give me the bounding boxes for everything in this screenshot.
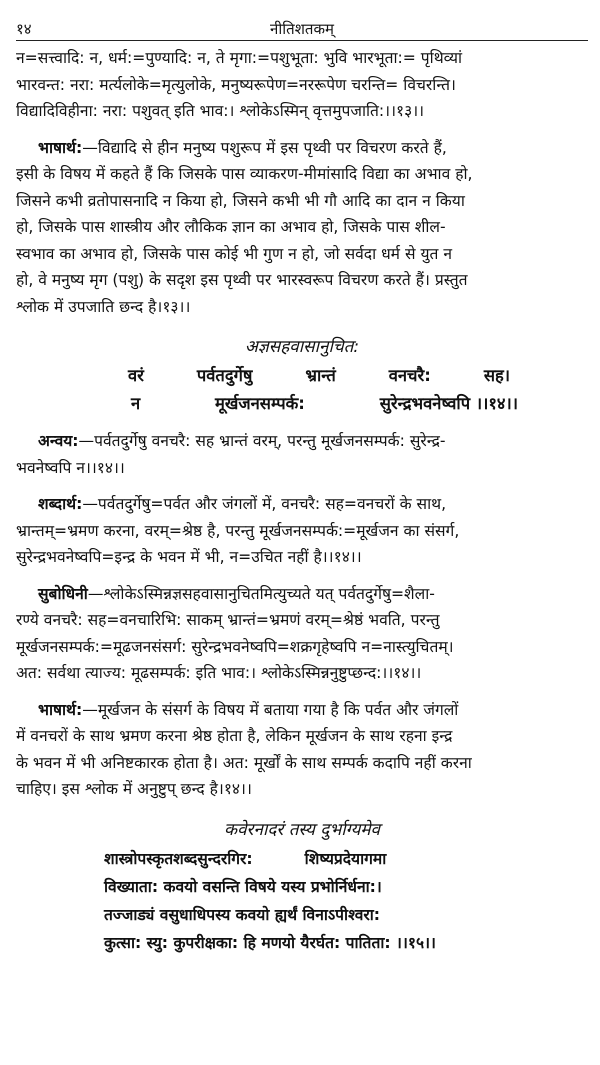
- verse-line: कुत्सा: स्यु: कुपरीक्षका: हि मणयो यैरर्घत: पातिता: ।।१५।।: [104, 933, 436, 952]
- verse-word: सुरेन्द्रभवनेष्वपि ।।१४।।: [379, 394, 518, 413]
- verse-word: न: [131, 394, 141, 413]
- verse-line: तज्जाड्यं वसुधाधिपस्य कवयो ह्यर्थं विनाऽपीश्वरा:: [104, 905, 381, 924]
- section-label: अन्वय:: [38, 432, 79, 450]
- subodhini-section: [16, 581, 588, 687]
- section-label: भाषार्थ:: [38, 138, 83, 157]
- running-title: नीतिशतकम्: [270, 20, 334, 38]
- text-line: भवनेष्वपि न।।१४।।: [16, 458, 125, 477]
- section-label: शब्दार्थ:: [38, 495, 83, 513]
- page-header: [16, 0, 588, 41]
- text-span: —पर्वतदुर्गेषु=पर्वत और जंगलों में, वनचरै: सह=वनचरों के साथ,: [82, 495, 447, 513]
- text-line: रण्ये वनचरै: सह=वनचारिभि: साकम् भ्रान्तं=भ्रमणं वरम्=श्रेष्ठं भवति, परन्तु: [16, 611, 440, 629]
- anvay-section: [16, 428, 588, 481]
- verse-heading-14: अज्ञसहवासानुचित:: [244, 337, 360, 357]
- verse-line: [16, 390, 588, 418]
- section-label: सुबोधिनी: [38, 584, 88, 603]
- bhasharth-section-14: [16, 697, 588, 803]
- verse-line: [16, 362, 588, 390]
- text-line: के भवन में भी अनिष्टकारक होता है। अत: मूर्खों के साथ सम्पर्क कदापि नहीं करना: [16, 753, 472, 772]
- text-line: सुरेन्द्रभवनेष्वपि=इन्द्र के भवन में भी, न=उचित नहीं है।।१४।।: [16, 548, 362, 566]
- text-span: —मूर्खजन के संसर्ग के विषय में बताया गया है कि पर्वत और जंगलों: [82, 700, 459, 719]
- text-line: [16, 697, 588, 724]
- text-span: —पर्वतदुर्गेषु वनचरै: सह भ्रान्तं वरम्, परन्तु मूर्खजनसम्पर्क: सुरेन्द्र-: [78, 432, 446, 450]
- page-number: १४: [16, 20, 32, 38]
- text-line: मूर्खजनसम्पर्क:=मूढजनसंसर्ग: सुरेन्द्रभवनेष्वपि=शक्रगृहेष्वपि न=नास्त्युचितम्।: [16, 637, 454, 656]
- text-line: [16, 428, 588, 455]
- text-line: [16, 491, 588, 518]
- bhasharth-section-13: [16, 135, 588, 321]
- verse-word: शिष्यप्रदेयागमा: [304, 849, 387, 868]
- text-line: हो, वे मनुष्य मृग (पशु) के सदृश इस पृथ्वी पर भारस्वरूप विचरण करते हैं। प्रस्तुत: [16, 271, 468, 289]
- verse-word: पर्वतदुर्गेषु: [196, 366, 253, 385]
- text-line: जिसने कभी व्रतोपासनादि न किया हो, जिसने कभी भी गौ आदि का दान न किया: [16, 191, 465, 210]
- text-line: अत: सर्वथा त्याज्य: मूढसम्पर्क: इति भाव:। श्लोकेऽस्मिन्ननुष्टुप्छन्द:।।१४।।: [16, 664, 422, 682]
- verse-word: मूर्खजनसम्पर्क:: [215, 394, 305, 413]
- verse-word: वनचरै:: [388, 366, 431, 385]
- text-line: हो, जिसके पास शास्त्रीय और लौकिक ज्ञान का अभाव हो, जिसके पास शील-: [16, 218, 446, 236]
- text-line: भ्रान्तम्=भ्रमण करना, वरम्=श्रेष्ठ है, परन्तु मूर्खजनसम्पर्क:=मूर्खजन का संसर्ग,: [16, 521, 460, 540]
- verse-line: [104, 845, 588, 873]
- text-line: चाहिए। इस श्लोक में अनुष्टुप् छन्द है।१४।।: [16, 780, 252, 798]
- verse-word: सह।: [483, 366, 510, 385]
- verse-word: शास्त्रोपस्कृतशब्दसुन्दरगिर:: [104, 849, 253, 868]
- text-line: भारवन्त: नरा: मर्त्यलोके=मृत्युलोके, मनुष्यरूपेण=नररूपेण चरन्ति= विचरन्ति।: [16, 75, 456, 94]
- text-line: स्वभाव का अभाव हो, जिसके पास कोई भी गुण न हो, जो सर्वदा धर्म से युत न: [16, 244, 452, 263]
- verse-word: भ्रान्तं: [305, 366, 336, 385]
- verse-word: वरं: [128, 366, 144, 385]
- section-label: भाषार्थ:: [38, 700, 83, 719]
- shabdarth-section: [16, 491, 588, 571]
- verse-heading-15: कवेरनादरं तस्य दुर्भाग्यमेव: [224, 819, 380, 840]
- text-span: —श्लोकेऽस्मिन्नज्ञसहवासानुचितमित्युच्यते यत् पर्वतदुर्गेषु=शैला-: [87, 584, 435, 603]
- text-line: [16, 581, 588, 608]
- text-line: [16, 135, 588, 162]
- text-span: —विद्यादि से हीन मनुष्य पशुरूप में इस पृथ्वी पर विचरण करते हैं,: [82, 138, 447, 157]
- text-line: इसी के विषय में कहते हैं कि जिसके पास व्याकरण-मीमांसादि विद्या का अभाव हो,: [16, 165, 473, 183]
- text-line: न=सत्त्वादि: न, धर्म:=पुण्यादि: न, ते मृगा:=पशुभूता: भुवि भारभूता:= पृथिव्यां: [16, 49, 463, 67]
- verse-line: विख्याता: कवयो वसन्ति विषये यस्य प्रभोर्निर्धना:।: [104, 877, 382, 896]
- verse-15: [16, 845, 588, 957]
- commentary-continuation: [16, 45, 588, 125]
- verse-14: [16, 362, 588, 418]
- text-line: में वनचरों के साथ भ्रमण करना श्रेष्ठ होता है, लेकिन मूर्खजन के साथ रहना इन्द्र: [16, 727, 453, 745]
- text-line: विद्यादिविहीना: नरा: पशुवत् इति भाव:। श्लोकेऽस्मिन् वृत्तमुपजाति:।।१३।।: [16, 102, 425, 120]
- text-line: श्लोक में उपजाति छन्द है।१३।।: [16, 297, 191, 316]
